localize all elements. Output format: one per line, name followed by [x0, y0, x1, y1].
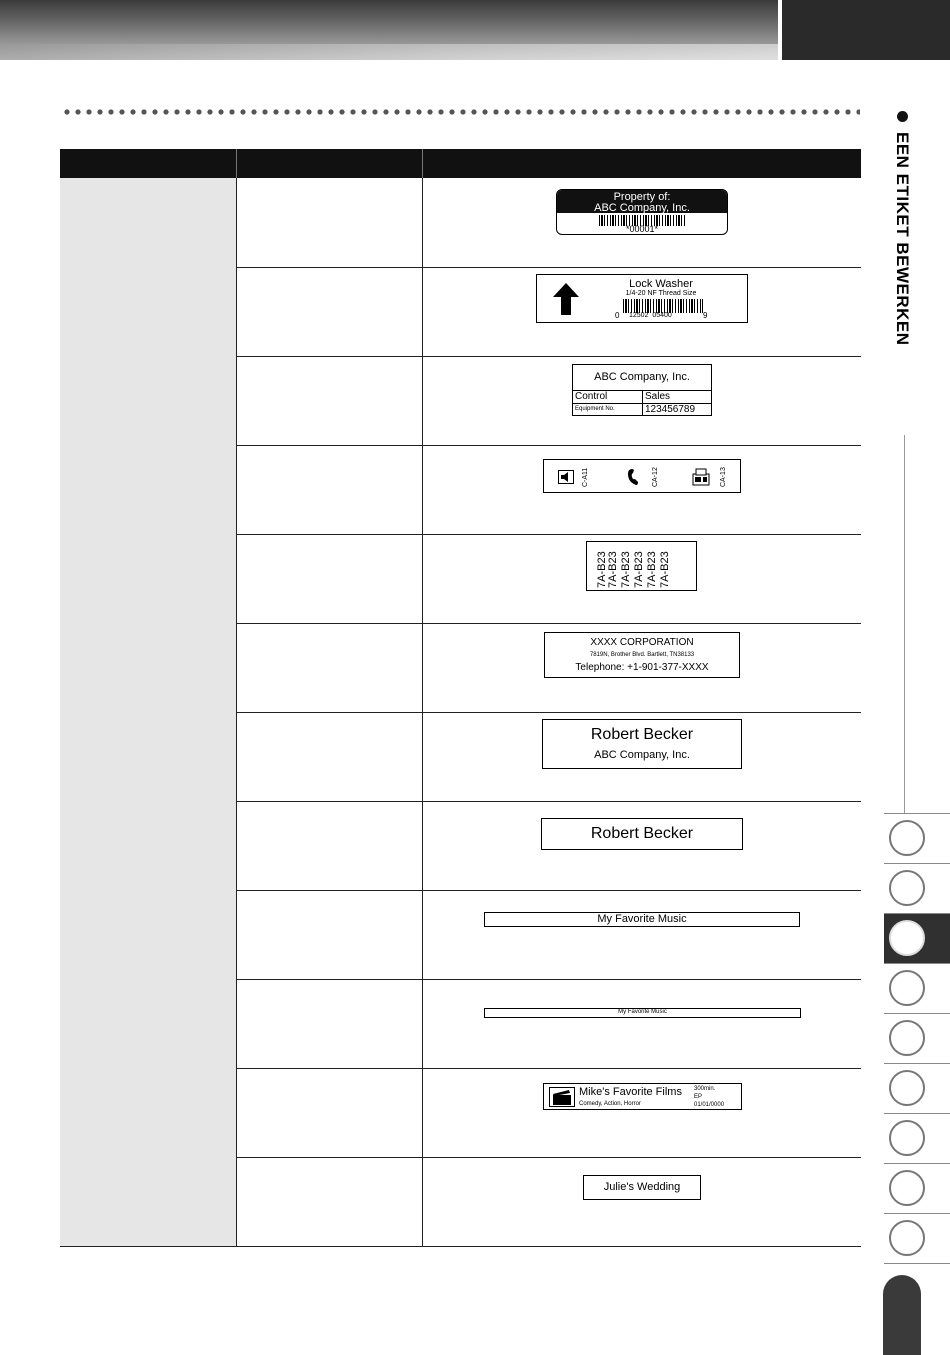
- chapter-tab[interactable]: [884, 963, 950, 1013]
- label-property-line1: Property of:: [613, 191, 671, 203]
- label-music-large-text: My Favorite Music: [597, 913, 687, 925]
- chapter-circle-icon: [889, 1020, 925, 1056]
- label-vertical-item: 7A-B23: [596, 551, 608, 588]
- chapter-title: EEN ETIKET BEWERKEN: [893, 132, 912, 346]
- page-number-tab: [883, 1275, 921, 1355]
- label-corporation-address: 7819N, Brother Blvd. Bartlett, TN38133: [589, 652, 695, 658]
- label-lock-washer-digit-mid: 12502 05400: [629, 312, 672, 319]
- chapter-circle-icon: [889, 1220, 925, 1256]
- label-films-title: Mike's Favorite Films: [579, 1086, 682, 1098]
- chapter-circle-icon: [889, 970, 925, 1006]
- label-lock-washer-digit-right: 9: [703, 311, 708, 320]
- label-name-company-name: Robert Becker: [590, 726, 694, 743]
- chapter-tab[interactable]: [884, 813, 950, 863]
- side-divider: [904, 435, 905, 813]
- label-vertical-item: 7A-B23: [659, 551, 671, 588]
- label-name-company-company: ABC Company, Inc.: [594, 749, 690, 761]
- chapter-circle-icon: [889, 870, 925, 906]
- speaker-icon: [558, 470, 574, 484]
- label-wedding-text: Julie's Wedding: [603, 1181, 681, 1193]
- label-films-meta3: 01/01/0000: [694, 1102, 725, 1108]
- label-control-company: ABC Company, Inc.: [594, 371, 690, 383]
- label-films-genre: Comedy, Action, Horror: [579, 1101, 641, 1107]
- label-corporation-name: XXXX CORPORATION: [590, 637, 694, 648]
- dotted-divider: [64, 109, 860, 117]
- bullet-icon: [897, 111, 908, 122]
- label-name-only: [541, 818, 743, 850]
- chapter-tab[interactable]: [884, 1213, 950, 1264]
- arrow-up-icon: [553, 283, 579, 315]
- label-vertical: [586, 541, 697, 591]
- chapter-circle-icon: [889, 1170, 925, 1206]
- chapter-tab[interactable]: [884, 1163, 950, 1213]
- label-music-small: [484, 1008, 801, 1018]
- label-corporation: [544, 632, 740, 678]
- label-music-large: [484, 912, 800, 927]
- barcode: [623, 299, 703, 313]
- fax-icon: [692, 468, 710, 486]
- telephone-icon: [628, 468, 644, 486]
- label-vertical-item: 7A-B23: [633, 551, 645, 588]
- clapperboard-icon: [549, 1087, 575, 1107]
- chapter-tab[interactable]: [884, 863, 950, 913]
- header-tab: [782, 0, 950, 60]
- label-films-meta2: EP: [694, 1094, 703, 1100]
- label-films: [543, 1083, 742, 1110]
- label-vertical-item: 7A-B23: [607, 551, 619, 588]
- label-control-cell-sales: Sales: [645, 391, 671, 402]
- label-property-barcode-text: *00001*: [625, 224, 659, 234]
- label-lock-washer-subtitle: 1/4-20 NF Thread Size: [625, 290, 697, 297]
- label-control-cell-number: 123456789: [645, 404, 696, 415]
- label-property-line2: ABC Company, Inc.: [594, 202, 690, 214]
- label-ports-code2: CA-12: [652, 467, 659, 487]
- category-column: [60, 178, 236, 1246]
- chapter-circle-icon: [889, 820, 925, 856]
- chapter-tab[interactable]: [884, 1013, 950, 1063]
- label-lock-washer-title: Lock Washer: [629, 278, 693, 290]
- label-ports-code1: C-A11: [582, 467, 589, 487]
- label-vertical-item: 7A-B23: [620, 551, 632, 588]
- label-music-small-text: My Favorite Music: [618, 1009, 667, 1015]
- label-control: [572, 364, 712, 416]
- label-ports: [543, 459, 741, 493]
- chapter-circle-icon: [889, 1070, 925, 1106]
- label-lock-washer-digit-left: 0: [615, 311, 620, 320]
- label-vertical-item: 7A-B23: [646, 551, 658, 588]
- table-header: [60, 149, 861, 178]
- chapter-circle-icon: [889, 1120, 925, 1156]
- label-control-cell-equipment: Equipment No.: [575, 406, 615, 412]
- label-name-only-name: Robert Becker: [590, 825, 694, 842]
- label-films-meta1: 300min.: [694, 1086, 716, 1092]
- label-wedding: [583, 1175, 701, 1200]
- label-name-company: [542, 719, 742, 769]
- header-banner: [0, 0, 778, 60]
- label-property: [556, 189, 728, 235]
- label-ports-code3: CA-13: [720, 467, 727, 487]
- chapter-circle-icon: [889, 920, 925, 956]
- chapter-tab-active[interactable]: [884, 913, 950, 963]
- label-lock-washer: [536, 274, 748, 323]
- label-control-cell-control: Control: [575, 391, 608, 402]
- chapter-tab[interactable]: [884, 1113, 950, 1163]
- chapter-tab[interactable]: [884, 1063, 950, 1113]
- chapter-tabs: [884, 813, 950, 1264]
- label-corporation-telephone: Telephone: +1-901-377-XXXX: [575, 662, 709, 673]
